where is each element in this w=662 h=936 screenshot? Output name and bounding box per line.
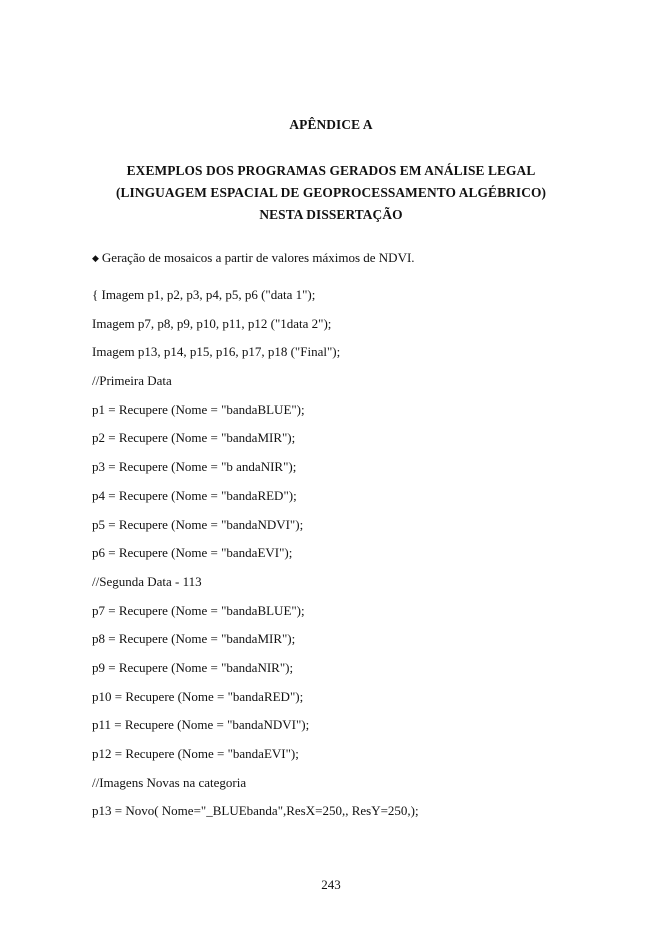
bullet-icon: ◆ <box>92 253 99 263</box>
code-line: p12 = Recupere (Nome = "bandaEVI"); <box>92 746 299 761</box>
code-line: p6 = Recupere (Nome = "bandaEVI"); <box>92 545 293 561</box>
code-line: p9 = Recupere (Nome = "bandaNIR"); <box>92 659 294 675</box>
code-line: p11 = Recupere (Nome = "bandaNDVI"); <box>92 717 310 733</box>
page-number: 243 <box>321 877 341 892</box>
code-line: { Imagem p1, p2, p3, p4, p5, p6 ("data 1"); <box>92 287 316 302</box>
appendix-title: APÊNDICE A <box>289 117 373 132</box>
code-line: p10 = Recupere (Nome = "bandaRED"); <box>92 688 304 704</box>
code-line: Imagem p7, p8, p9, p10, p11, p12 ("1data 2"); <box>92 315 332 331</box>
code-line: Imagem p13, p14, p15, p16, p17, p18 ("Final"); <box>92 344 341 360</box>
code-line: //Segunda Data - 113 <box>92 573 202 589</box>
code-line: //Imagens Novas na categoria <box>92 774 247 790</box>
code-line: //Primeira Data <box>92 373 172 389</box>
title-line-1: EXEMPLOS DOS PROGRAMAS GERADOS EM ANÁLISE LEGAL <box>126 163 536 178</box>
bullet-item <box>92 250 415 266</box>
title-line-3: NESTA DISSERTAÇÃO <box>259 207 403 222</box>
code-line: p1 = Recupere (Nome = "bandaBLUE"); <box>92 401 305 417</box>
title-line-2: (LINGUAGEM ESPACIAL DE GEOPROCESSAMENTO ALGÉBRICO) <box>115 185 547 200</box>
code-line: p8 = Recupere (Nome = "bandaMIR"); <box>92 631 296 647</box>
code-line: p3 = Recupere (Nome = "b andaNIR"); <box>92 459 297 475</box>
code-line: p2 = Recupere (Nome = "bandaMIR"); <box>92 430 296 446</box>
code-line: p4 = Recupere (Nome = "bandaRED"); <box>92 487 297 503</box>
code-line: p5 = Recupere (Nome = "bandaNDVI"); <box>92 516 304 532</box>
code-line: p7 = Recupere (Nome = "bandaBLUE"); <box>92 602 305 618</box>
bullet-text: Geração de mosaicos a partir de valores máximos de NDVI. <box>101 250 415 265</box>
code-listing <box>92 287 419 832</box>
code-line: p13 = Novo( Nome="_BLUEbanda",ResX=250,, ResY=250,); <box>92 803 419 819</box>
